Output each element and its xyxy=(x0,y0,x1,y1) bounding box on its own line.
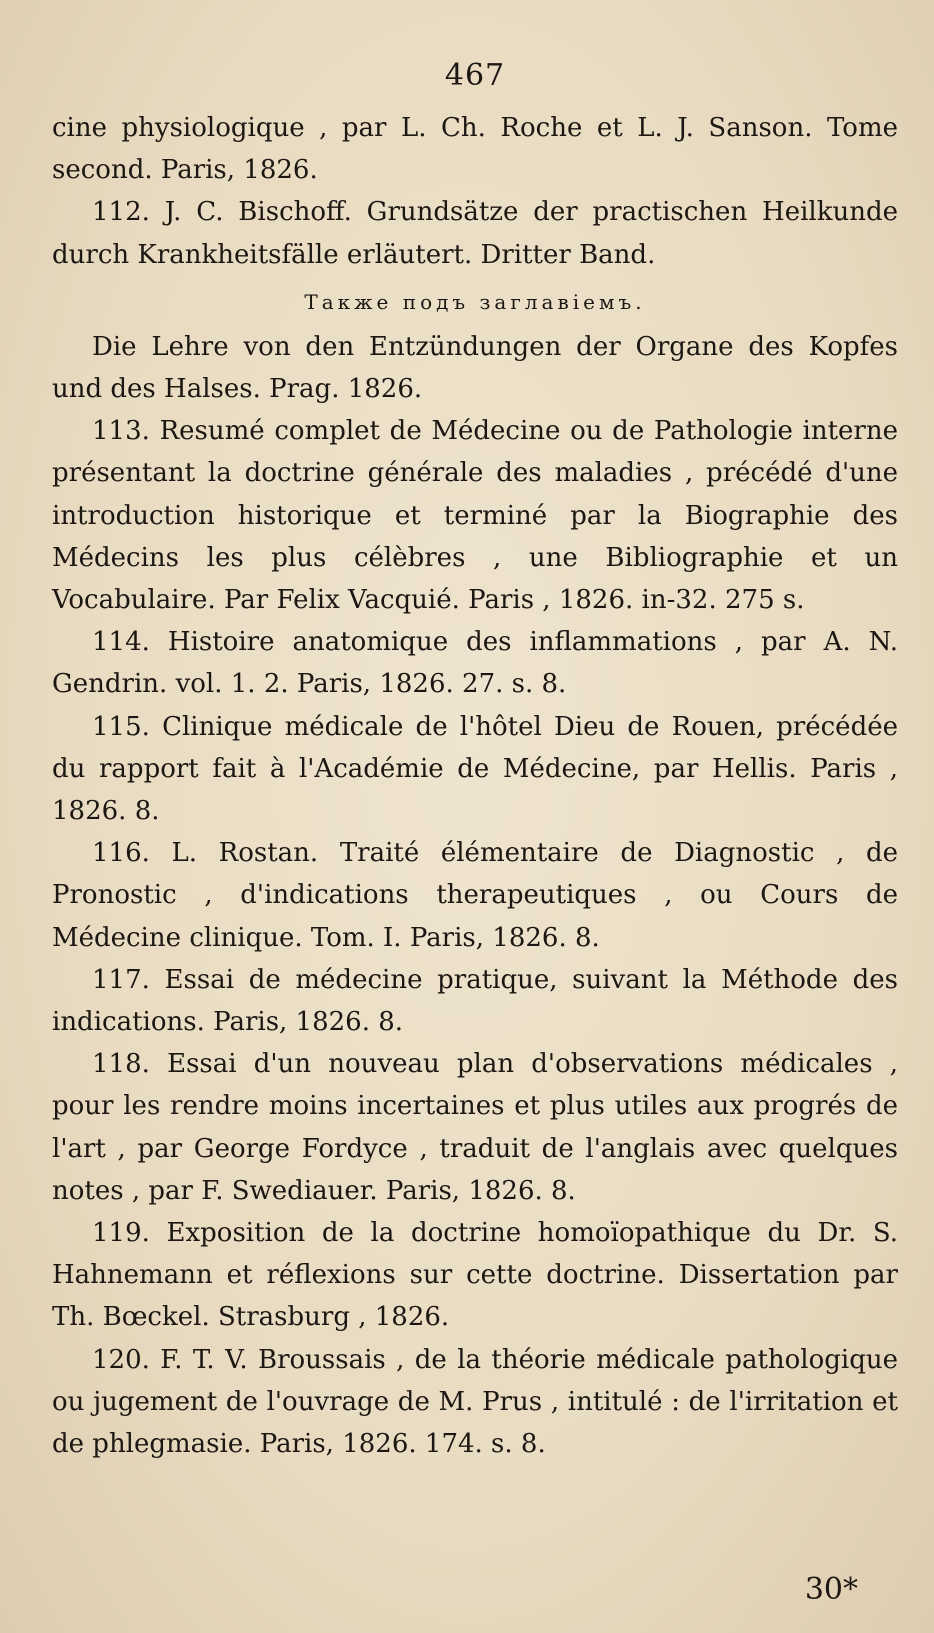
entry-113: 113. Resumé complet de Médecine ou de Pathologie interne présentant la doctrine générale des maladies , précédé d'une introduction historique et terminé par la Biographie des Médecins les plus célèbres , une Bibliographie et un Vocabulaire. Par Felix Vacquié. Paris , 1826. in-32. 275 s. xyxy=(52,416,898,616)
entry-112-subtitle: Die Lehre von den Entzündungen der Organe des Kopfes und des Halses. Prag. 1826. xyxy=(52,331,898,405)
entry-115: 115. Clinique médicale de l'hôtel Dieu de Rouen, précédée du rapport fait à l'Académie de Médecine, par Hellis. Paris , 1826. 8. xyxy=(52,711,898,827)
entry-112: 112. J. C. Bischoff. Grundsätze der practischen Heilkunde durch Krankheitsfälle erläutert. Dritter Band. xyxy=(52,197,898,270)
page-number: 467 xyxy=(444,58,506,93)
page-body xyxy=(52,107,898,1465)
entry-117: 117. Essai de médecine pratique, suivant la Méthode des indications. Paris, 1826. 8. xyxy=(52,964,898,1038)
subtitle-heading: Также подъ заглавіемъ. xyxy=(304,289,646,314)
signature-mark: 30* xyxy=(804,1572,858,1607)
entry-114: 114. Histoire anatomique des inflammations , par A. N. Gendrin. vol. 1. 2. Paris, 1826. 27. s. 8. xyxy=(52,627,898,700)
entry-119: 119. Exposition de la doctrine homoïopathique du Dr. S. Hahnemann et réflexions sur cette doctrine. Dissertation par Th. Bœckel. Strasburg , 1826. xyxy=(52,1218,898,1333)
entry-118: 118. Essai d'un nouveau plan d'observations médicales , pour les rendre moins incertaines et plus utiles aux progrés de l'art , par George Fordyce , traduit de l'anglais avec quelques notes , par F. Swediauer. Paris, 1826. 8. xyxy=(52,1049,898,1206)
entry-116: 116. L. Rostan. Traité élémentaire de Diagnostic , de Pronostic , d'indications therapeutiques , ou Cours de Médecine clinique. Tom. I. Paris, 1826. 8. xyxy=(52,838,898,953)
paragraph-continuation: cine physiologique , par L. Ch. Roche et L. J. Sanson. Tome second. Paris, 1826. xyxy=(52,113,898,186)
entry-120: 120. F. T. V. Broussais , de la théorie médicale pathologique ou jugement de l'ouvrage de M. Prus , intitulé : de l'irritation et de phlegmasie. Paris, 1826. 174. s. 8. xyxy=(52,1344,898,1460)
